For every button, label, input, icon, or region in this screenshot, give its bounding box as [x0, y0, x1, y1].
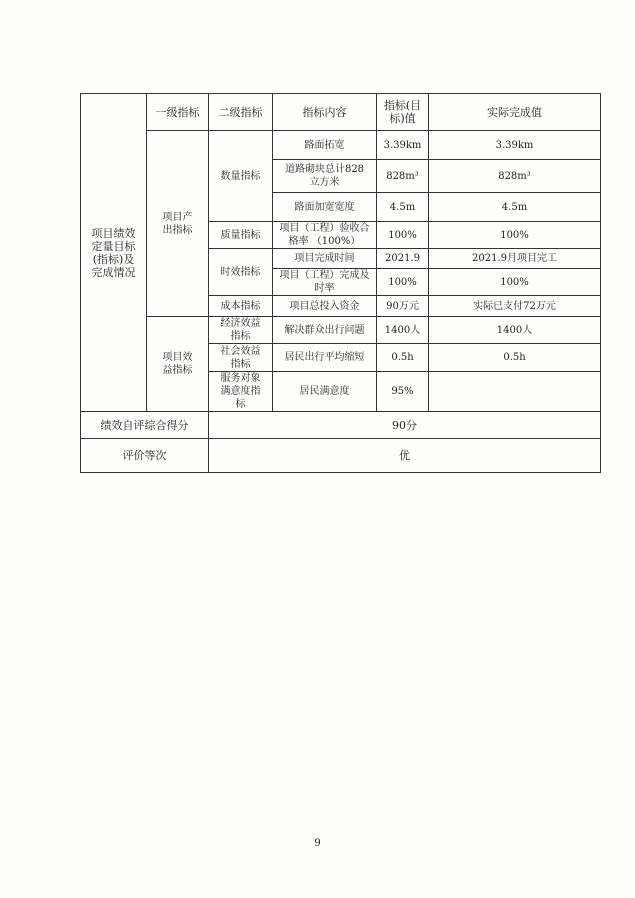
table-cell: 路面拓宽 — [273, 131, 377, 160]
table-cell: 100% — [429, 269, 601, 296]
table-cell: 4.5m — [429, 193, 601, 222]
table-cell: 项目（工程）完成及时率 — [273, 269, 377, 296]
benefit-level2: 经济效益指标 — [209, 317, 273, 344]
benefit-level2: 服务对象满意度指标 — [209, 372, 273, 412]
header-target: 指标(目标)值 — [377, 94, 429, 131]
output-level1: 项目产出指标 — [147, 131, 209, 317]
quantity-level2: 数量指标 — [209, 131, 273, 222]
table-cell: 项目总投入资金 — [273, 296, 377, 317]
table-cell: 90万元 — [377, 296, 429, 317]
table-cell: 路面加宽宽度 — [273, 193, 377, 222]
performance-table — [80, 93, 601, 473]
cost-level2: 成本指标 — [209, 296, 273, 317]
page-number: 9 — [314, 838, 321, 849]
header-level1: 一级指标 — [147, 94, 209, 131]
grade-label: 评价等次 — [81, 439, 209, 473]
header-level2: 二级指标 — [209, 94, 273, 131]
score-label: 绩效自评综合得分 — [81, 412, 209, 439]
grade-value: 优 — [209, 439, 601, 473]
table-cell: 道路砌块总计828立方米 — [273, 160, 377, 193]
table-cell: 项目（工程）验收合格率 （100%） — [273, 222, 377, 249]
table-cell: 1400人 — [377, 317, 429, 344]
table-cell: 100% — [377, 269, 429, 296]
table-cell: 828m³ — [429, 160, 601, 193]
score-value: 90分 — [209, 412, 601, 439]
quality-level2: 质量指标 — [209, 222, 273, 249]
table-cell: 实际已支付72万元 — [429, 296, 601, 317]
table-cell: 1400人 — [429, 317, 601, 344]
table-cell: 居民出行平均缩短 — [273, 344, 377, 372]
table-cell: 3.39km — [429, 131, 601, 160]
table-cell — [429, 372, 601, 412]
table-cell: 2021.9 — [377, 249, 429, 269]
table-cell: 3.39km — [377, 131, 429, 160]
table-cell: 解决群众出行问题 — [273, 317, 377, 344]
table-cell: 项目完成时间 — [273, 249, 377, 269]
table-cell: 居民满意度 — [273, 372, 377, 412]
header-content: 指标内容 — [273, 94, 377, 131]
table-cell: 100% — [377, 222, 429, 249]
timeliness-level2: 时效指标 — [209, 249, 273, 296]
table-cell: 100% — [429, 222, 601, 249]
benefit-level2: 社会效益指标 — [209, 344, 273, 372]
table-cell: 828m³ — [377, 160, 429, 193]
section-label: 项目绩效定量目标(指标)及完成情况 — [81, 94, 147, 412]
table-cell: 0.5h — [429, 344, 601, 372]
table-cell: 2021.9月项目完工 — [429, 249, 601, 269]
table-cell: 4.5m — [377, 193, 429, 222]
table-cell: 95% — [377, 372, 429, 412]
benefit-level1: 项目效益指标 — [147, 317, 209, 412]
header-actual: 实际完成值 — [429, 94, 601, 131]
table-cell: 0.5h — [377, 344, 429, 372]
